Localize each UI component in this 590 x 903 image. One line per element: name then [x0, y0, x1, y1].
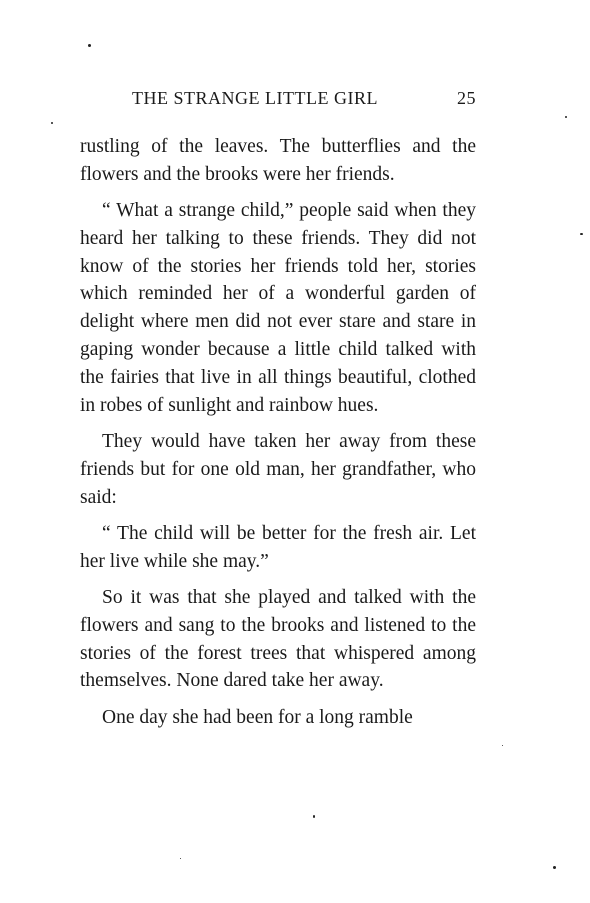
scan-speck	[180, 858, 181, 859]
page-body	[80, 133, 476, 740]
scan-speck	[580, 233, 583, 235]
paragraph: “ The child will be better for the fresh air. Let her live while she may.”	[80, 522, 476, 572]
paragraph-continuation: rustling of the leaves. The butterflies and the flowers and the brooks were her friends.	[80, 136, 476, 185]
scan-speck	[502, 745, 503, 746]
scan-speck	[565, 116, 567, 118]
paragraph: One day she had been for a long ramble	[102, 706, 413, 728]
scan-speck	[88, 44, 91, 47]
scan-speck	[51, 122, 53, 124]
scan-speck	[553, 866, 556, 869]
running-header	[80, 88, 478, 112]
paragraph: They would have taken her away from these friends but for one old man, her grandfather, who said:	[80, 430, 476, 508]
page-number: 25	[457, 88, 476, 108]
paragraph: So it was that she played and talked with the flowers and sang to the brooks and listened to the stories of the forest trees that whispered among themselves. None dared take her away.	[80, 586, 476, 692]
running-title: THE STRANGE LITTLE GIRL	[132, 88, 378, 108]
scan-speck	[313, 815, 315, 818]
paragraph: “ What a strange child,” people said when they heard her talking to these friends. They did not know of the stories her friends told her, stories which reminded her of a wonderful garden of delight where men did not ever stare and stare in gaping wonder because a little child talked with the fairies that live in all things beautiful, clothed in robes of sunlight and rainbow hues.	[80, 200, 476, 416]
